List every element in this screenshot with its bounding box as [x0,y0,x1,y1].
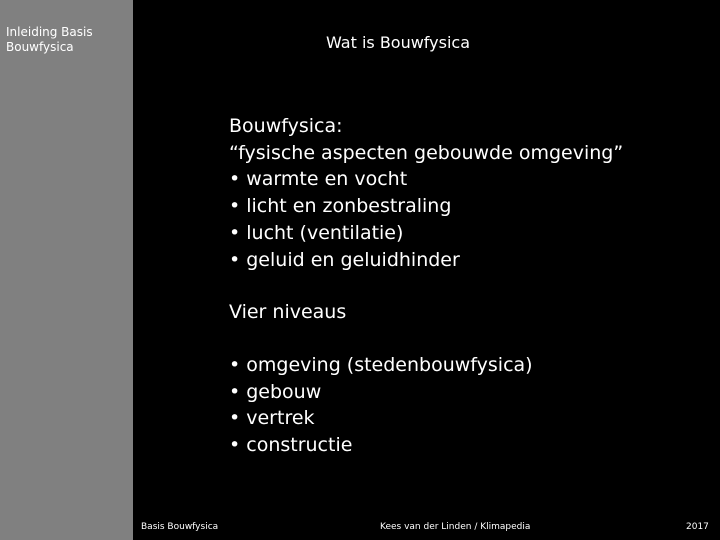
slide-body [229,113,699,459]
level-item: • constructie [229,434,353,457]
aspect-item: • licht en zonbestraling [229,195,452,218]
aspect-item: • geluid en geluidhinder [229,248,460,271]
sidebar-title [6,25,130,55]
spacer [229,326,699,352]
sidebar-title-line2: Bouwfysica [6,40,74,54]
sidebar-panel [0,0,133,540]
aspect-item: • warmte en vocht [229,168,408,191]
footer-course-name: Basis Bouwfysica [141,522,219,532]
aspect-item: • lucht (ventilatie) [229,221,404,244]
level-item: • gebouw [229,380,322,403]
spacer [229,273,699,299]
footer-author: Kees van der Linden / Klimapedia [380,522,531,532]
footer-year: 2017 [686,522,709,532]
heading-bouwfysica: Bouwfysica: [229,115,343,137]
slide-title: Wat is Bouwfysica [325,33,471,52]
level-item: • omgeving (stedenbouwfysica) [229,353,533,376]
level-item: • vertrek [229,407,315,430]
heading-vier-niveaus: Vier niveaus [229,301,347,324]
definition-text: “fysische aspecten gebouwde omgeving” [229,141,624,164]
sidebar-title-line1: Inleiding Basis [6,25,93,39]
